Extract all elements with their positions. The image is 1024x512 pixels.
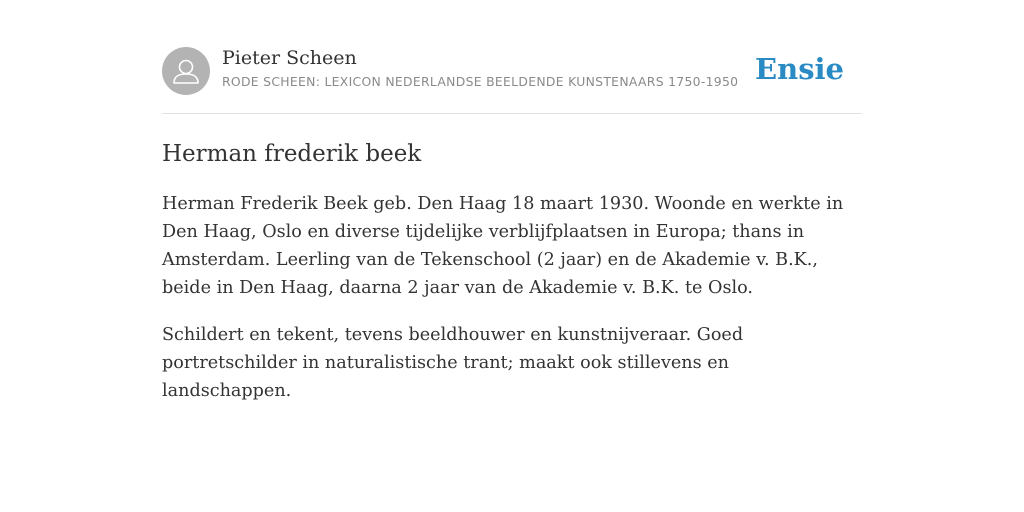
avatar[interactable]	[162, 47, 210, 95]
user-silhouette-icon	[162, 47, 210, 95]
article-paragraph-2: Schildert en tekent, tevens beeldhouwer en kunstnijveraar. Goed portretschilder in naturalistische trant; maakt ook stillevens en landschappen.	[162, 325, 744, 401]
article-paragraph-1: Herman Frederik Beek geb. Den Haag 18 maart 1930. Woonde en werkte in Den Haag, Oslo en diverse tijdelijke verblijfplaatsen in Europa; thans in Amsterdam. Leerling van de Tekenschool (2 jaar) en de Akademie v. B.K., beide in Den Haag, daarna 2 jaar van de Akademie v. B.K. te Oslo.	[162, 194, 844, 298]
entry-container	[162, 46, 862, 405]
author-name[interactable]: Pieter Scheen	[222, 47, 357, 69]
source-label[interactable]: RODE SCHEEN: LEXICON NEDERLANDSE BEELDENDE KUNSTENAARS 1750-1950	[222, 74, 739, 89]
entry-header	[162, 46, 862, 114]
page-title: Herman frederik beek	[162, 141, 422, 167]
ensie-logo[interactable]: Ensie	[755, 52, 844, 86]
